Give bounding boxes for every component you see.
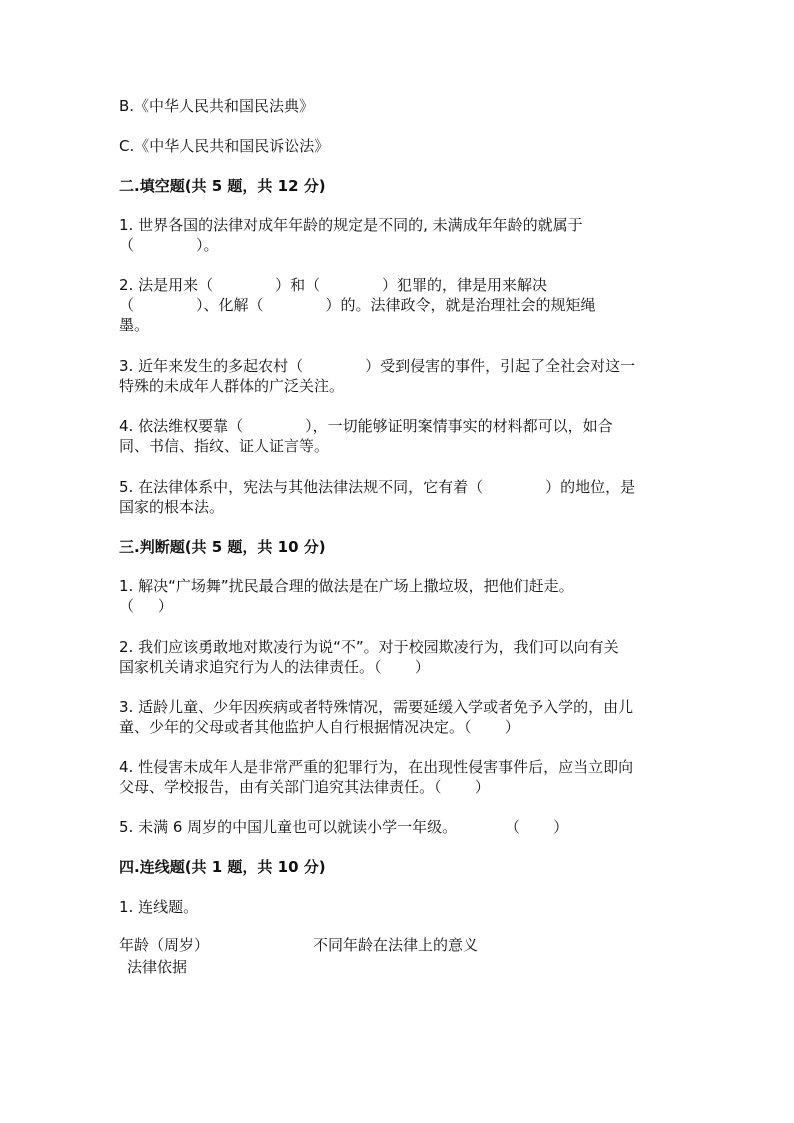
fill-q2-line2: （ ）、化解（ ）的。法律政令，就是治理社会的规矩绳	[119, 296, 596, 314]
fill-q5-line2: 国家的根本法。	[119, 498, 225, 516]
fill-q2-line1: 2. 法是用来（ ）和（ ）犯罪的，律是用来解决	[119, 276, 548, 294]
match-q1-title: 1. 连线题。	[119, 898, 199, 916]
fill-q1-line2: （ ）。	[119, 236, 219, 254]
option-b: B.《中华人民共和国民法典》	[119, 97, 315, 115]
fill-q1-line1: 1. 世界各国的法律对成年年龄的规定是不同的, 未满成年年龄的就属于	[119, 216, 583, 234]
match-column-age: 年龄（周岁）	[119, 936, 210, 954]
judge-q1-line1: 1. 解决“广场舞”扰民最合理的做法是在广场上撒垃圾，把他们赶走。	[119, 577, 574, 595]
section-heading-true-false: 三.判断题(共 5 题，共 10 分)	[119, 538, 326, 556]
judge-q3-line2: 童、少年的父母或者其他监护人自行根据情况决定。（ ）	[119, 718, 520, 736]
judge-q5-line1: 5. 未满 6 周岁的中国儿童也可以就读小学一年级。 （ ）	[119, 818, 569, 836]
match-column-legal-basis: 法律依据	[127, 958, 188, 976]
fill-q3-line2: 特殊的未成年人群体的广泛关注。	[119, 377, 345, 395]
judge-q3-line1: 3. 适龄儿童、少年因疾病或者特殊情况，需要延缓入学或者免予入学的，由儿	[119, 698, 634, 716]
judge-q4-line1: 4. 性侵害未成年人是非常严重的犯罪行为，在出现性侵害事件后，应当立即向	[119, 758, 634, 776]
fill-q2-line3: 墨。	[119, 316, 150, 334]
fill-q4-line1: 4. 依法维权要靠（ ），一切能够证明案情事实的材料都可以，如合	[119, 417, 613, 435]
option-c: C.《中华人民共和国民诉讼法》	[119, 137, 330, 155]
section-heading-fill-blank: 二.填空题(共 5 题，共 12 分)	[119, 177, 326, 195]
judge-q2-line1: 2. 我们应该勇敢地对欺凌行为说“不”。对于校园欺凌行为，我们可以向有关	[119, 638, 619, 656]
match-column-meaning: 不同年龄在法律上的意义	[313, 936, 479, 954]
judge-q4-line2: 父母、学校报告，由有关部门追究其法律责任。（ ）	[119, 778, 490, 796]
fill-q5-line1: 5. 在法律体系中，宪法与其他法律法规不同，它有着（ ）的地位，是	[119, 478, 636, 496]
section-heading-matching: 四.连线题(共 1 题，共 10 分)	[119, 858, 326, 876]
judge-q1-line2: （ ）	[119, 597, 173, 615]
judge-q2-line2: 国家机关请求追究行为人的法律责任。（ ）	[119, 658, 430, 676]
fill-q3-line1: 3. 近年来发生的多起农村（ ）受到侵害的事件，引起了全社会对这一	[119, 357, 636, 375]
fill-q4-line2: 同、书信、指纹、证人证言等。	[119, 437, 330, 455]
